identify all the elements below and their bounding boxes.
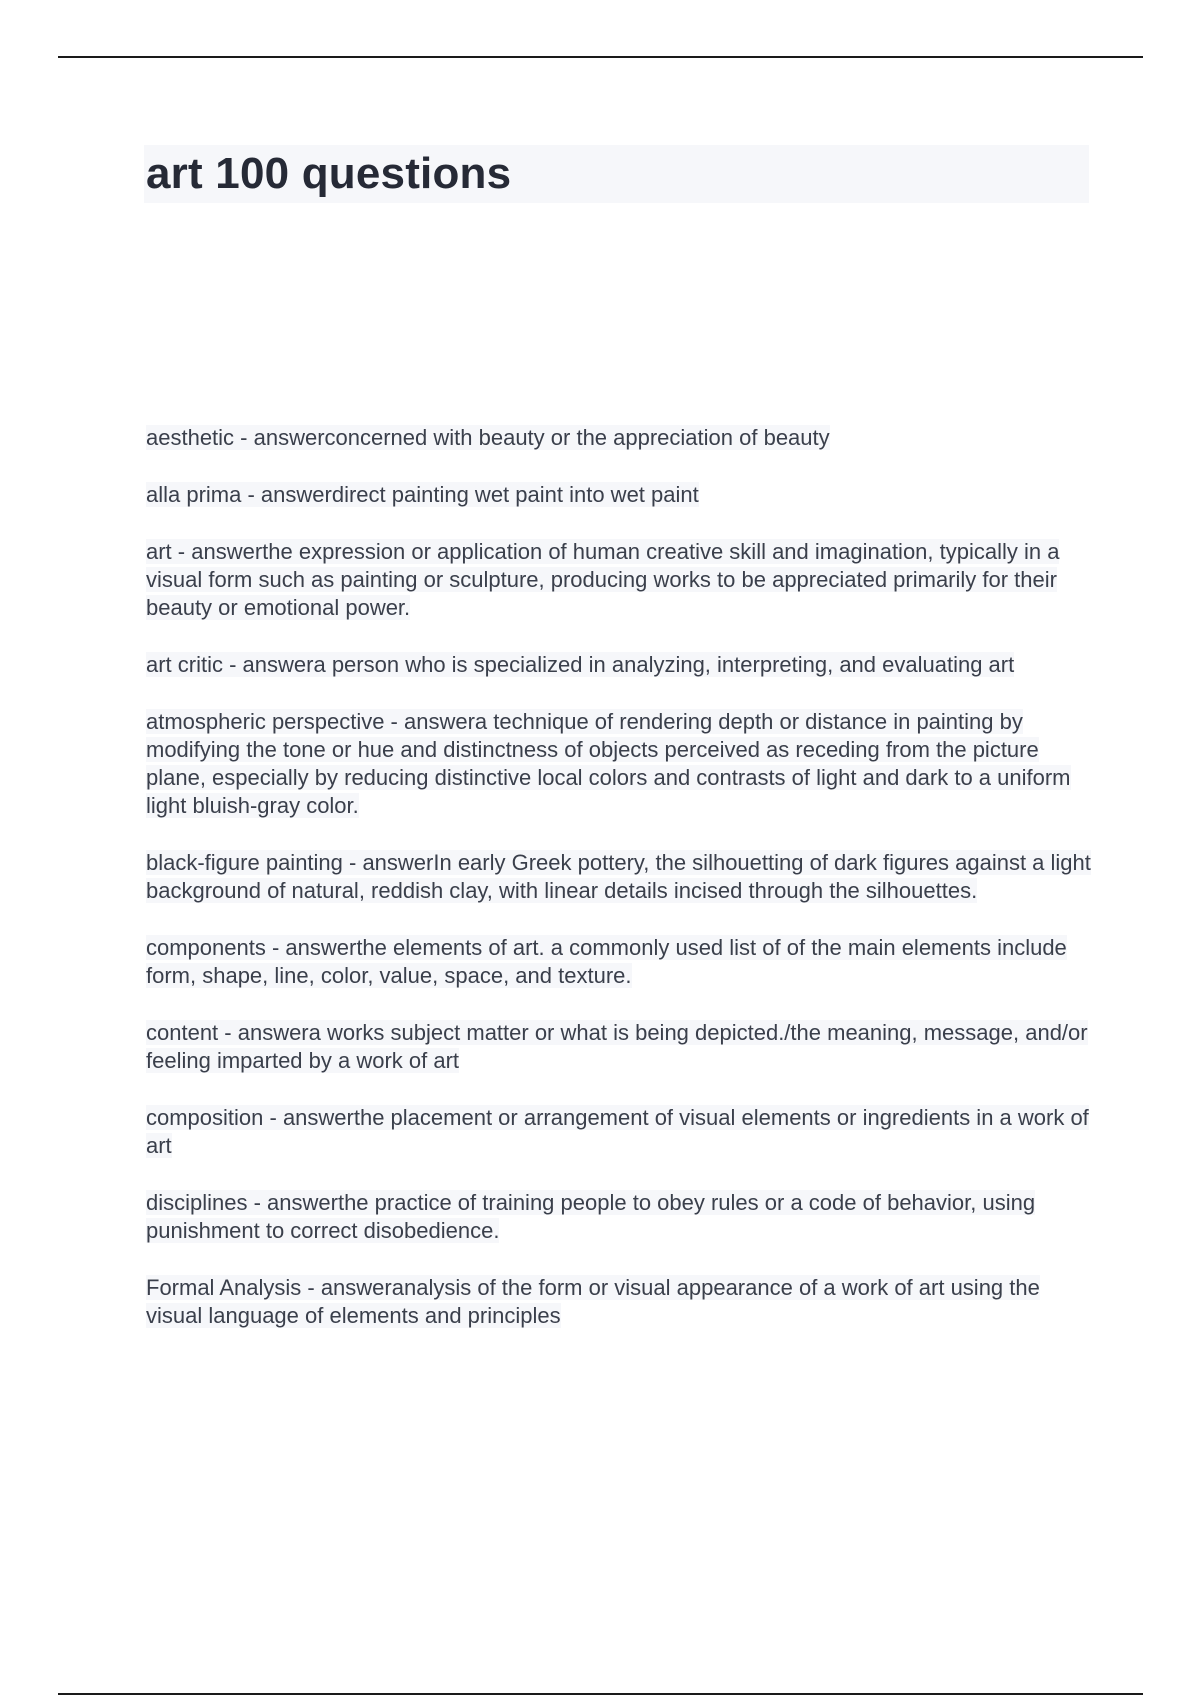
- term-composition: [146, 1104, 1091, 1160]
- term-black-figure-painting: [146, 849, 1091, 905]
- term-text: components - answerthe elements of art. a commonly used list of of the main elements include form, shape, line, color, value, space, and texture.: [146, 935, 1067, 988]
- term-disciplines: [146, 1189, 1091, 1245]
- page-title: art 100 questions: [146, 149, 512, 198]
- term-formal-analysis: [146, 1274, 1091, 1330]
- term-alla-prima: [146, 481, 1091, 509]
- term-atmospheric-perspective: [146, 708, 1091, 820]
- term-text: art - answerthe expression or application of human creative skill and imagination, typically in a visual form such as painting or sculpture, producing works to be appreciated primarily for their beauty or emotional power.: [146, 539, 1060, 620]
- term-text: aesthetic - answerconcerned with beauty or the appreciation of beauty: [146, 425, 830, 450]
- term-text: composition - answerthe placement or arrangement of visual elements or ingredients in a work of art: [146, 1105, 1089, 1158]
- term-aesthetic: [146, 424, 1091, 452]
- term-art-critic: [146, 651, 1091, 679]
- term-text: black-figure painting - answerIn early Greek pottery, the silhouetting of dark figures against a light background of natural, reddish clay, with linear details incised through the silhouettes.: [146, 850, 1091, 903]
- bottom-divider: [58, 1693, 1143, 1695]
- term-text: art critic - answera person who is specialized in analyzing, interpreting, and evaluating art: [146, 652, 1015, 677]
- top-divider: [58, 56, 1143, 58]
- term-text: disciplines - answerthe practice of training people to obey rules or a code of behavior, using punishment to correct disobedience.: [146, 1190, 1036, 1243]
- term-content: [146, 1019, 1091, 1075]
- term-text: Formal Analysis - answeranalysis of the form or visual appearance of a work of art using the visual language of elements and principles: [146, 1275, 1040, 1328]
- term-text: content - answera works subject matter or what is being depicted./the meaning, message, and/or feeling imparted by a work of art: [146, 1020, 1088, 1073]
- term-text: atmospheric perspective - answera technique of rendering depth or distance in painting by modifying the tone or hue and distinctness of objects perceived as receding from the picture plane, especially by reducing distinctive local colors and contrasts of light and dark to a uniform light bluish-gray color.: [146, 709, 1071, 818]
- term-list: [146, 424, 1091, 1359]
- term-text: alla prima - answerdirect painting wet paint into wet paint: [146, 482, 699, 507]
- term-components: [146, 934, 1091, 990]
- term-art: [146, 538, 1091, 622]
